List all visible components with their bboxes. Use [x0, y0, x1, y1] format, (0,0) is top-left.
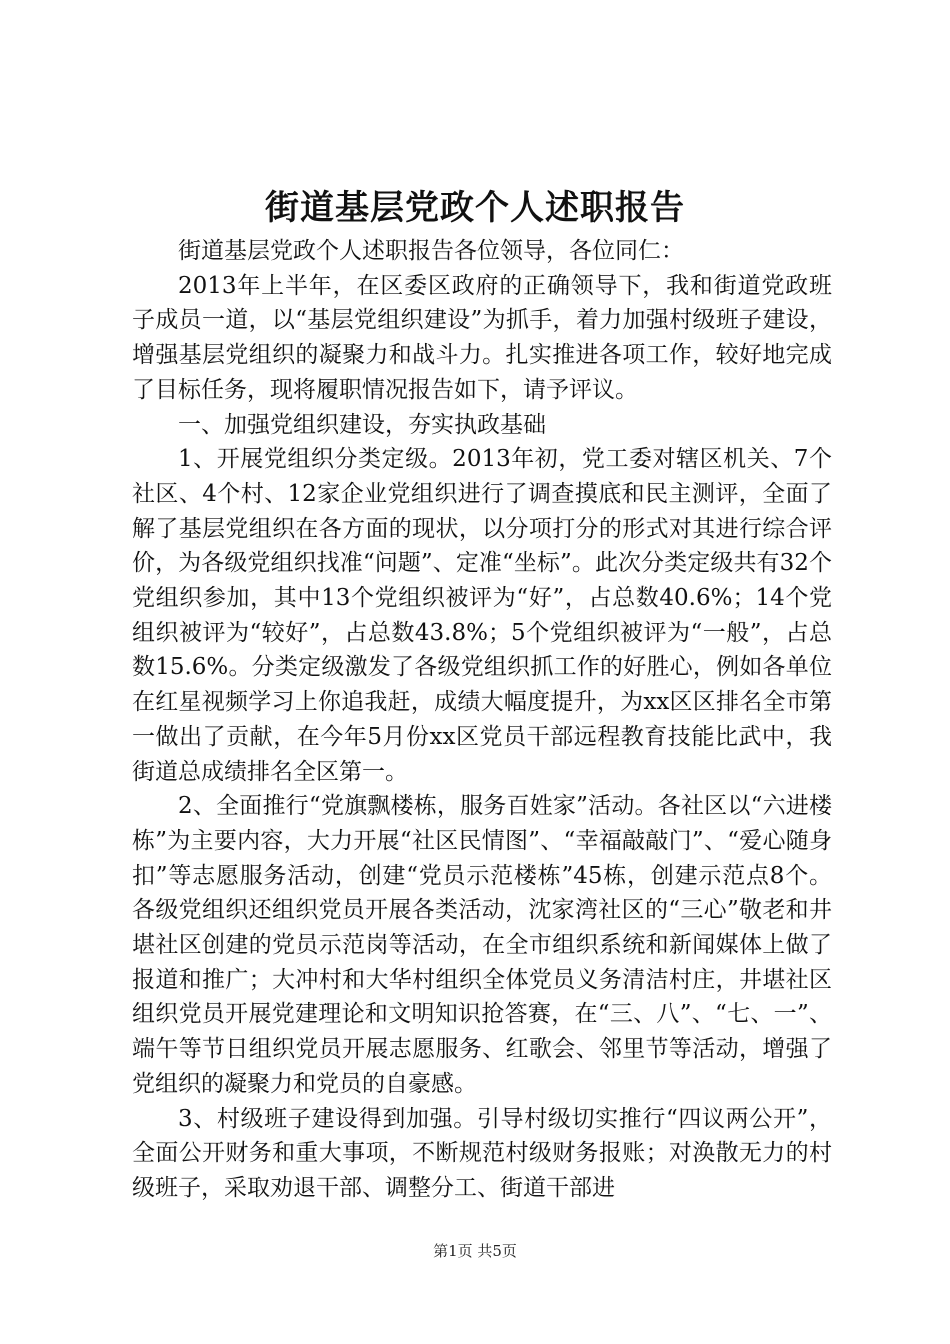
body-paragraph: 1、开展党组织分类定级。2013年初，党工委对辖区机关、7个社区、4个村、12家企业党组织进行了调查摸底和民主测评，全面了解了基层党组织在各方面的现状，以分项打分的形式对其进行综合评价，为各级党组织找准“问题”、定准“坐标”。此次分类定级共有32个党组织参加，其中13个党组织被评为“好”，占总数40.6%；14个党组织被评为“较好”，占总数43.8%；5个党组织被评为“一般”，占总数15.6%。分类定级激发了各级党组织抓工作的好胜心，例如各单位在红星视频学习上你追我赶，成绩大幅度提升，为xx区区排名全市第一做出了贡献，在今年5月份xx区党员干部远程教育技能比武中，我街道总成绩排名全区第一。 [132, 446, 832, 785]
body-paragraph: 3、村级班子建设得到加强。引导村级切实推行“四议两公开”，全面公开财务和重大事项，不断规范村级财务报账；对涣散无力的村级班子，采取劝退干部、调整分工、街道干部进 [132, 1105, 832, 1201]
document-body [132, 234, 832, 1206]
section-heading: 一、加强党组织建设，夯实执政基础 [178, 411, 546, 438]
document-title: 街道基层党政个人述职报告 [265, 188, 685, 228]
body-paragraph: 2、全面推行“党旗飘楼栋，服务百姓家”活动。各社区以“六进楼栋”为主要内容，大力开展“社区民情图”、“幸福敲敲门”、“爱心随身扣”等志愿服务活动，创建“党员示范楼栋”45栋，创建示范点8个。各级党组织还组织党员开展各类活动，沈家湾社区的“三心”敬老和井堪社区创建的党员示范岗等活动，在全市组织系统和新闻媒体上做了报道和推广；大冲村和大华村组织全体党员义务清洁村庄，井堪社区组织党员开展党建理论和文明知识抢答赛，在“三、八”、“七、一”、端午等节日组织党员开展志愿服务、红歌会、邻里节等活动，增强了党组织的凝聚力和党员的自豪感。 [132, 793, 832, 1097]
page-footer: 第1页 共5页 [433, 1242, 517, 1260]
intro-paragraph: 2013年上半年，在区委区政府的正确领导下，我和街道党政班子成员一道，以“基层党组织建设”为抓手，着力加强村级班子建设，增强基层党组织的凝聚力和战斗力。扎实推进各项工作，较好地完成了目标任务，现将履职情况报告如下，请予评议。 [132, 272, 832, 403]
greeting-paragraph: 街道基层党政个人述职报告各位领导，各位同仁： [178, 238, 684, 264]
